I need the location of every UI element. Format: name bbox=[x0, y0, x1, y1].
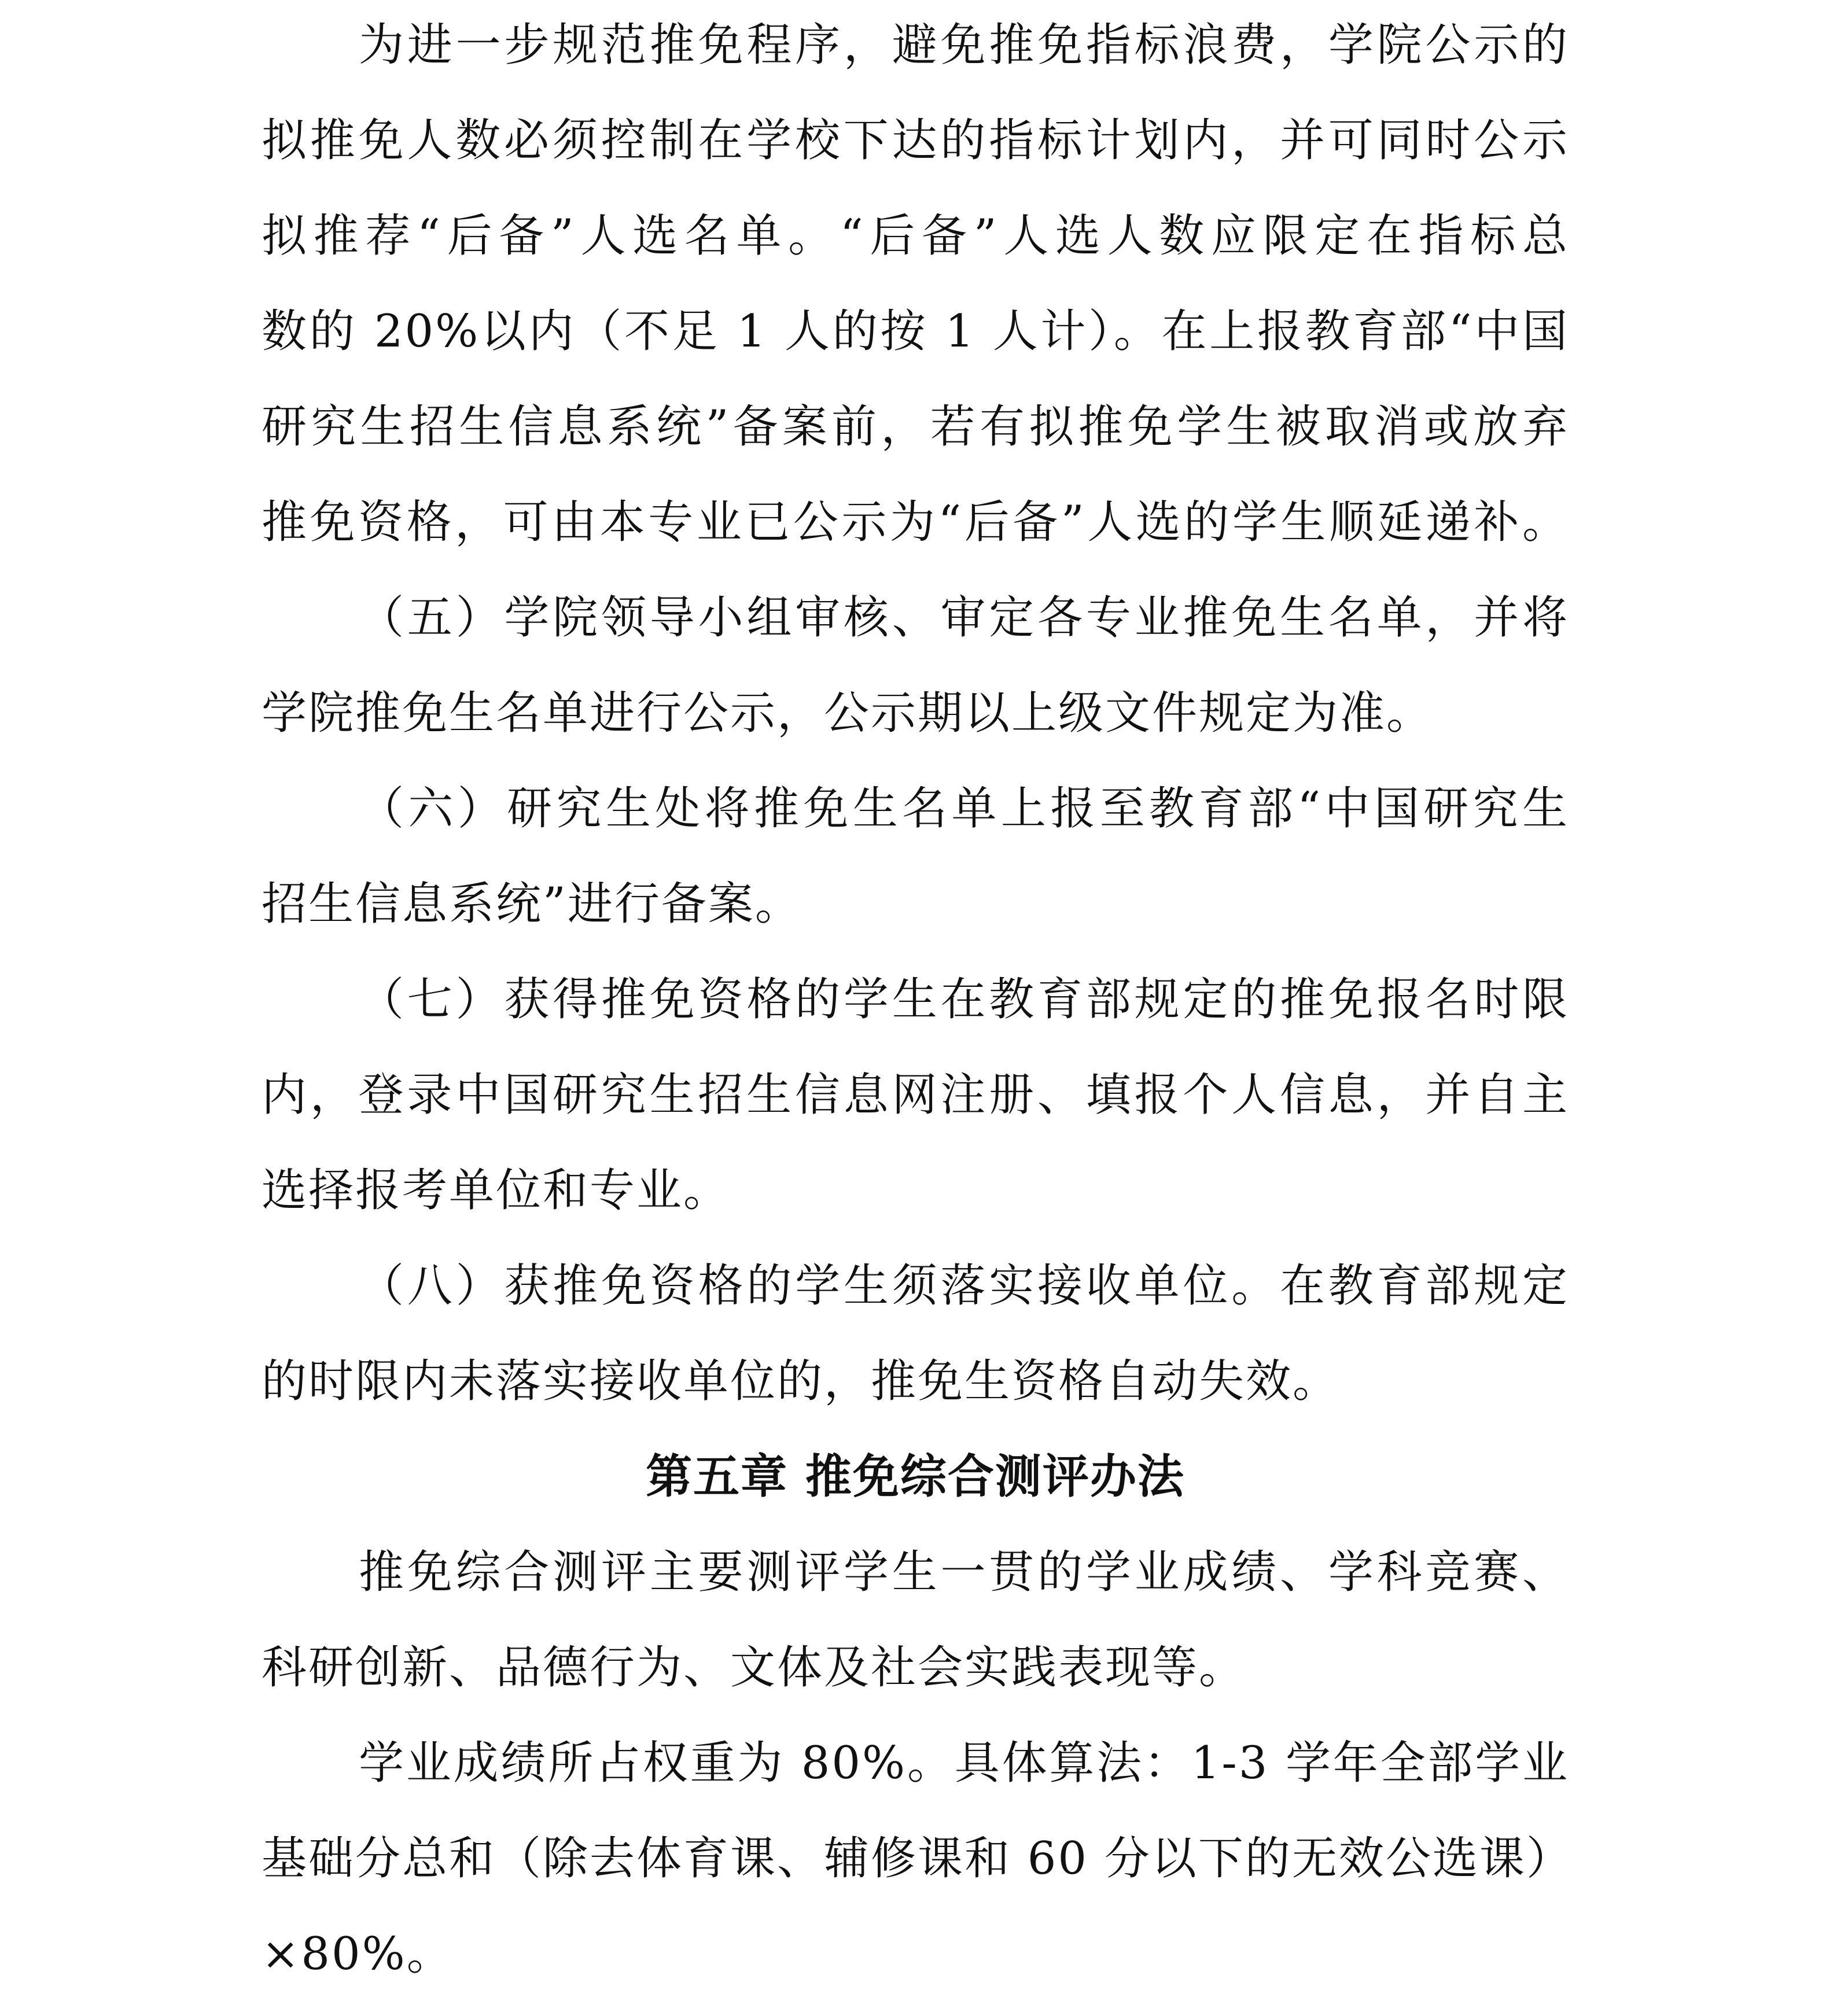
paragraph-line: 推免综合测评主要测评学生一贯的学业成绩、学科竞赛、 bbox=[359, 1546, 1569, 1598]
paragraph-line: 推免资格，可由本专业已公示为“后备”人选的学生顺延递补。 bbox=[262, 496, 1569, 548]
paragraph-line: （七）获得推免资格的学生在教育部规定的推免报名时限 bbox=[359, 974, 1569, 1026]
paragraph-line: 选择报考单位和专业。 bbox=[262, 1164, 731, 1217]
paragraph-line: （五）学院领导小组审核、审定各专业推免生名单，并将 bbox=[359, 592, 1569, 644]
paragraph-line: 招生信息系统”进行备案。 bbox=[262, 878, 802, 930]
paragraph-line: 学院推免生名单进行公示，公示期以上级文件规定为准。 bbox=[262, 687, 1434, 739]
paragraph-line: 为进一步规范推免程序，避免推免指标浪费，学院公示的 bbox=[359, 19, 1569, 71]
paragraph-line: 数的 20%以内（不足 1 人的按 1 人计）。在上报教育部“中国 bbox=[262, 305, 1569, 358]
paragraph-line: （八）获推免资格的学生须落实接收单位。在教育部规定 bbox=[359, 1260, 1569, 1312]
chapter-heading: 第五章 推免综合测评办法 bbox=[646, 1450, 1185, 1503]
paragraph-line: 内，登录中国研究生招生信息网注册、填报个人信息，并自主 bbox=[262, 1069, 1569, 1121]
paragraph-line: 学业成绩所占权重为 80%。具体算法：1-3 学年全部学业 bbox=[359, 1737, 1569, 1789]
paragraph-line: 拟推免人数必须控制在学校下达的指标计划内，并可同时公示 bbox=[262, 115, 1569, 167]
paragraph-line: 基础分总和（除去体育课、辅修课和 60 分以下的无效公选课） bbox=[262, 1833, 1573, 1885]
paragraph-line: （六）研究生处将推免生名单上报至教育部“中国研究生 bbox=[359, 783, 1569, 835]
document-page bbox=[262, 0, 1573, 2016]
paragraph-line: ×80%。 bbox=[262, 1928, 454, 1980]
paragraph-line: 研究生招生信息系统”备案前，若有拟推免学生被取消或放弃 bbox=[262, 401, 1569, 453]
paragraph-line: 拟推荐“后备”人选名单。“后备”人选人数应限定在指标总 bbox=[262, 210, 1569, 262]
paragraph-line: 的时限内未落实接收单位的，推免生资格自动失效。 bbox=[262, 1355, 1340, 1407]
paragraph-line: 科研创新、品德行为、文体及社会实践表现等。 bbox=[262, 1642, 1246, 1694]
